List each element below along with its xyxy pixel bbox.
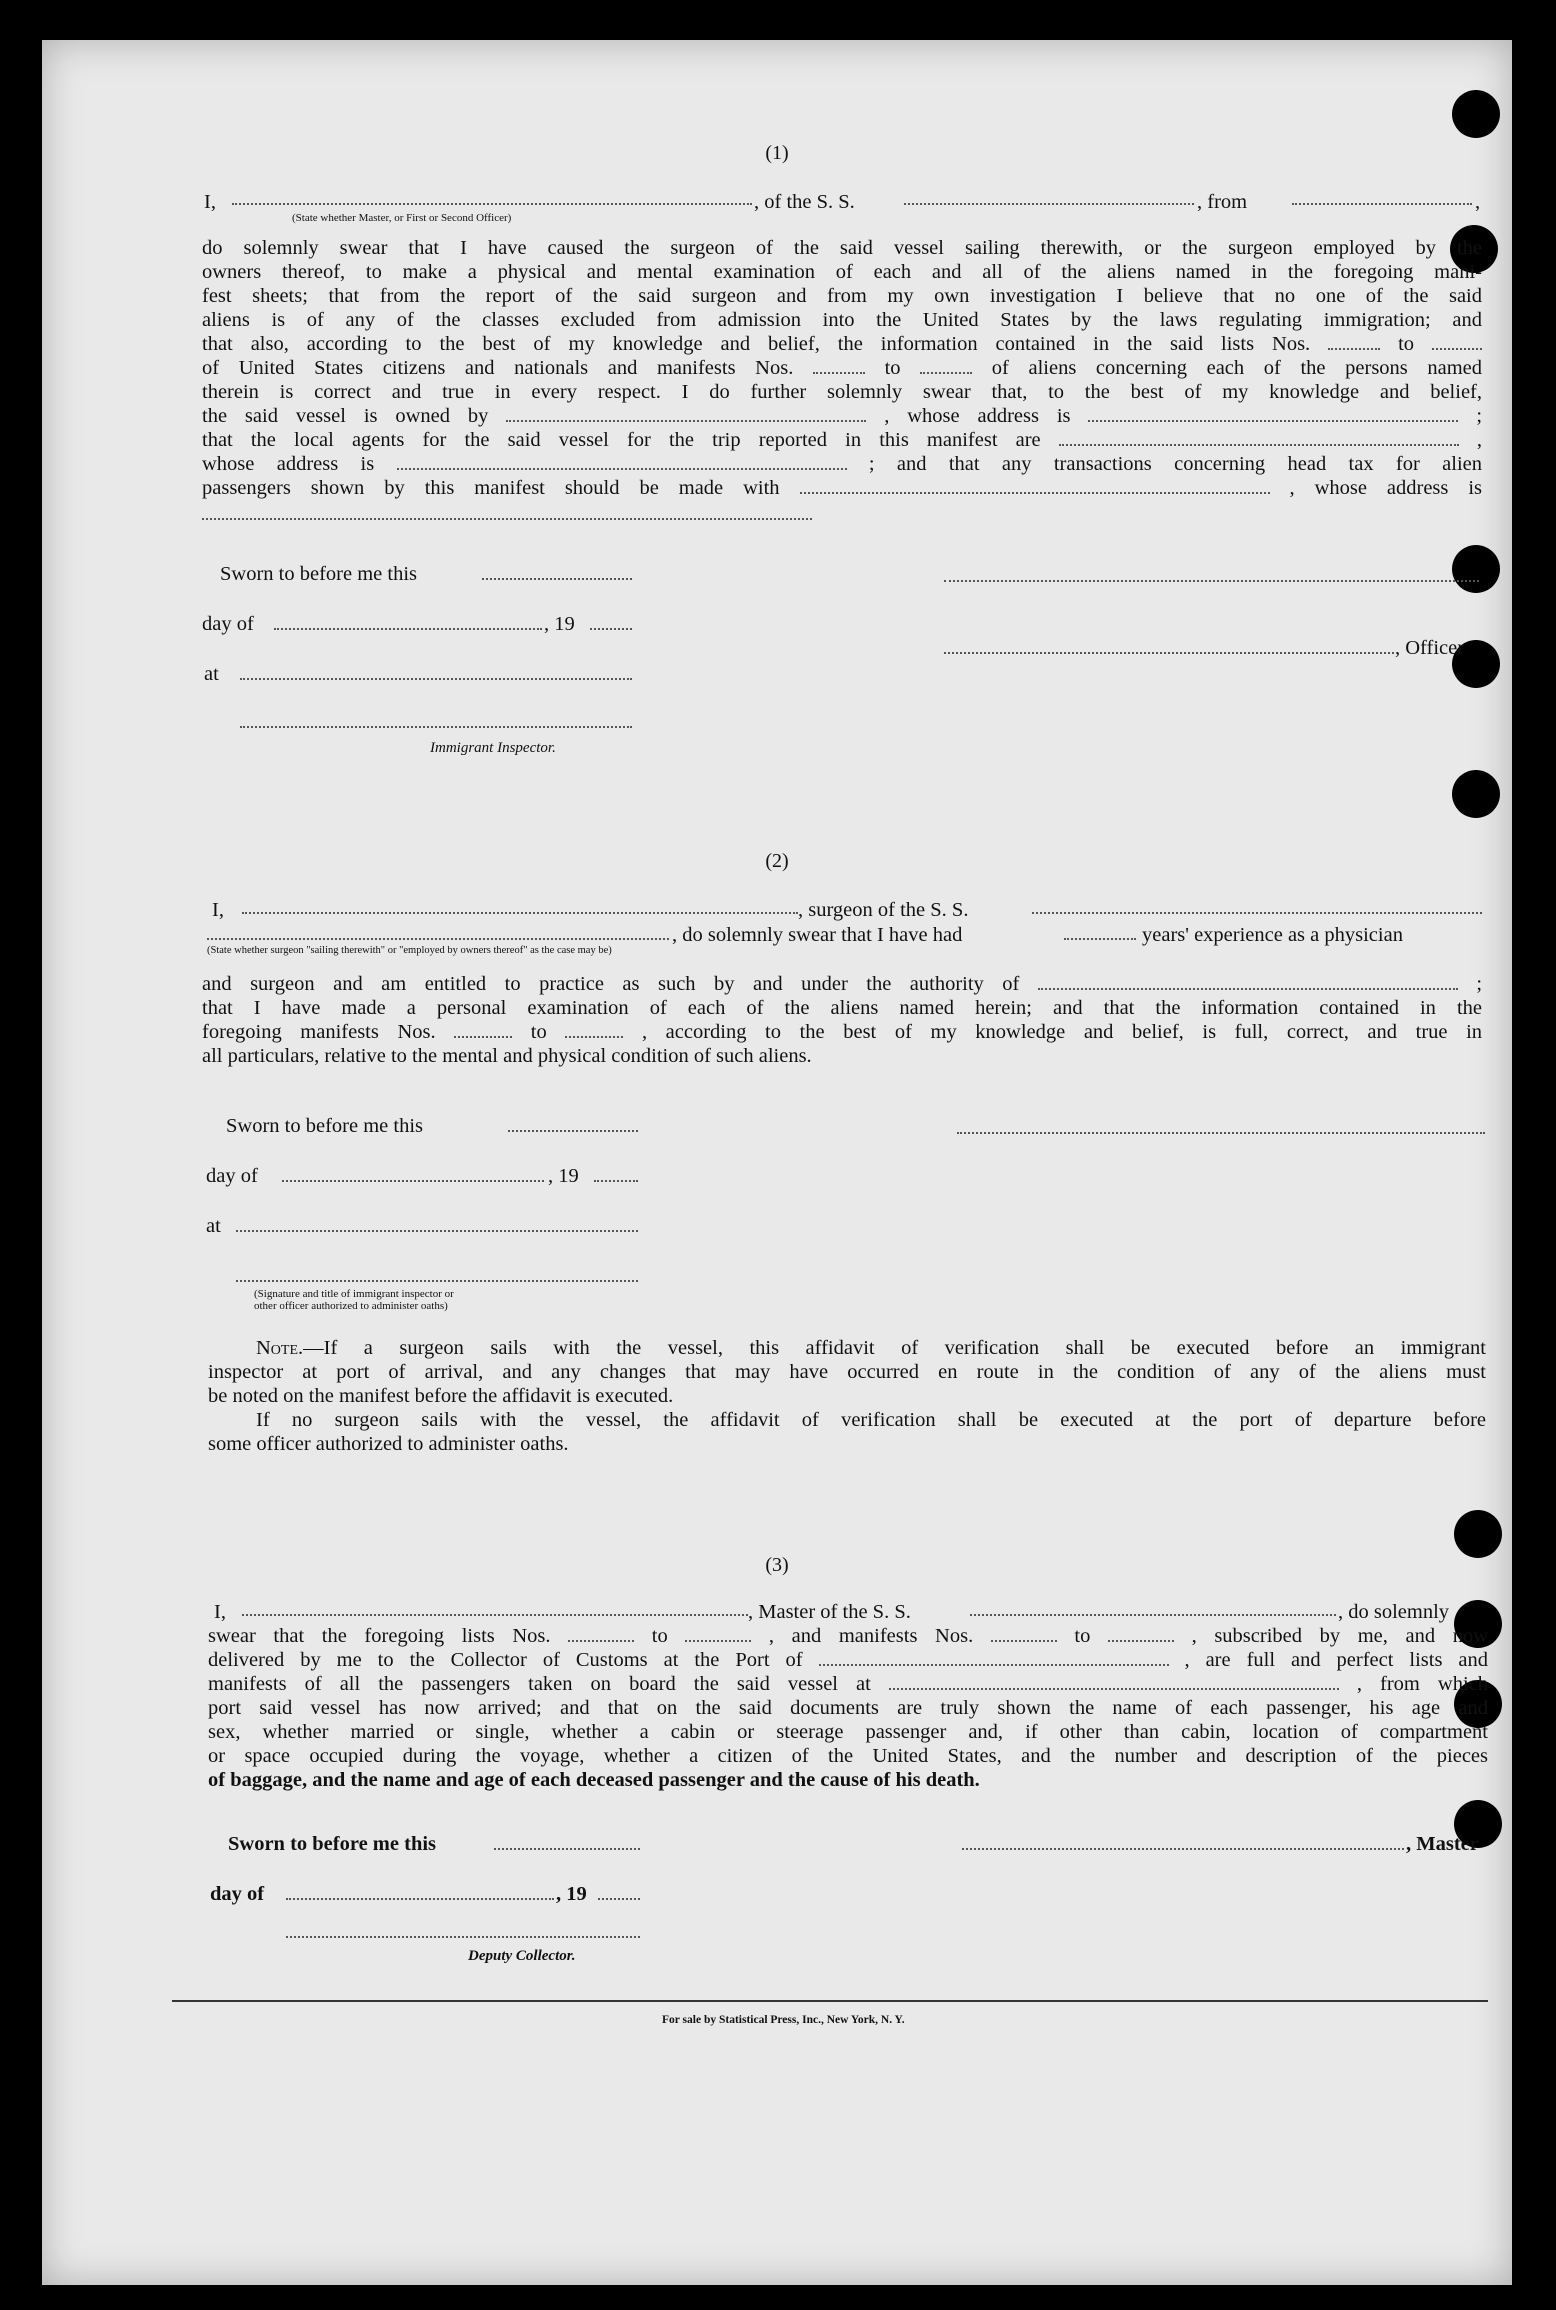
affidavit-text [208, 1672, 1488, 1696]
affidavit-text [202, 452, 1482, 476]
surgeon-signature-field[interactable] [957, 1132, 1485, 1134]
text: foregoing manifests Nos. [202, 1021, 436, 1043]
text: to [884, 357, 901, 379]
punch-hole [1452, 545, 1500, 593]
section-number: (1) [765, 142, 789, 164]
manifest-no-field[interactable] [1108, 1626, 1174, 1642]
text: that also, according to the best of my knowledge and belief, the information contained in the said lists Nos. [202, 333, 1311, 355]
day-of-label: day of [202, 613, 254, 635]
list-no-field[interactable] [568, 1626, 634, 1642]
text: , whose address is [1289, 477, 1483, 499]
month-field[interactable] [282, 1180, 544, 1182]
text: ; and that any transactions concerning head tax for alien [868, 453, 1482, 475]
text: , do solemnly swear that I have had [672, 924, 963, 946]
officer-label: , Officer [1395, 637, 1465, 659]
text: , whose address is [884, 405, 1071, 427]
text: that the local agents for the said vessel for the trip reported in this manifest are [202, 429, 1041, 451]
affidavit-line [1197, 190, 1247, 214]
affidavit-text: or space occupied during the voyage, whether a citizen of the United States, and the number and description of the pieces [208, 1745, 1488, 1767]
sworn-label: Sworn to before me this [220, 563, 417, 585]
signature-note: (Signature and title of immigrant inspector or [254, 1288, 454, 1300]
agents-address-field[interactable] [397, 454, 847, 470]
vessel-name-field[interactable] [970, 1614, 1336, 1616]
manifest-no-field[interactable] [991, 1626, 1057, 1642]
sworn-label: Sworn to before me this [226, 1115, 423, 1137]
note-text: some officer authorized to administer oaths. [208, 1433, 569, 1455]
affidavit-text: owners thereof, to make a physical and mental examination of each and all of the aliens named in the foregoing mani- [202, 261, 1482, 283]
footer-rule [172, 2000, 1488, 2002]
text: swear that the foregoing lists Nos. [208, 1625, 551, 1647]
note-text: inspector at port of arrival, and any changes that may have occurred en route in the condition of any of the aliens must [208, 1361, 1486, 1383]
officer-rank-field[interactable] [232, 203, 752, 205]
at-label: at [204, 663, 219, 685]
manifest-no-field[interactable] [565, 1022, 623, 1038]
affidavit-text: aliens is of any of the classes excluded from admission into the United States by the laws regulating immigration; and [202, 309, 1482, 331]
text: I, [204, 191, 216, 213]
section-number: (3) [765, 1554, 789, 1576]
affidavit-line [204, 190, 216, 214]
text: to [1398, 333, 1415, 355]
vessel-name-field[interactable] [1032, 912, 1482, 914]
collector-signature-field[interactable] [286, 1936, 640, 1938]
text: ; [1476, 973, 1483, 995]
surgeon-name-field[interactable] [242, 912, 798, 914]
local-agents-field[interactable] [1059, 430, 1459, 446]
vessel-name-field[interactable] [904, 203, 1194, 205]
text: and surgeon and am entitled to practice as such by and under the authority of [202, 973, 1020, 995]
affidavit-text [202, 476, 1482, 500]
list-no-field[interactable] [685, 1626, 751, 1642]
punch-hole [1454, 1510, 1502, 1558]
text: the said vessel is owned by [202, 405, 489, 427]
year-field[interactable] [590, 628, 632, 630]
sworn-date-field[interactable] [482, 578, 632, 580]
text: , are full and perfect lists and [1184, 1649, 1489, 1671]
year-field[interactable] [598, 1898, 640, 1900]
sworn-date-field[interactable] [494, 1848, 640, 1850]
note-text: be noted on the manifest before the affidavit is executed. [208, 1385, 674, 1407]
text: to [530, 1021, 547, 1043]
text: of United States citizens and nationals and manifests Nos. [202, 357, 794, 379]
text: delivered by me to the Collector of Customs at the Port of [208, 1649, 803, 1671]
administrator-signature-field[interactable] [236, 1280, 638, 1282]
note-text [208, 1408, 1486, 1432]
place-field[interactable] [240, 678, 632, 680]
affidavit-text [202, 356, 1482, 380]
affidavit-text: that I have made a personal examination of each of the aliens named herein; and that the information contained in the [202, 997, 1482, 1019]
head-tax-contact-field[interactable] [800, 478, 1270, 494]
text: I, [212, 899, 224, 921]
sworn-label: Sworn to before me this [228, 1833, 437, 1855]
inspector-signature-field[interactable] [240, 726, 632, 728]
note-text [208, 1336, 1486, 1360]
manifest-no-field[interactable] [813, 358, 865, 374]
punch-hole [1452, 90, 1500, 138]
section-number: (2) [765, 850, 789, 872]
affidavit-text: sex, whether married or single, whether a cabin or steerage passenger and, if other than cabin, location of compartment [208, 1721, 1488, 1743]
text: , [1475, 191, 1481, 213]
signature-note: other officer authorized to administer oaths) [254, 1300, 448, 1312]
text: I, [214, 1601, 226, 1623]
field-note: (State whether surgeon "sailing therewith" or "employed by owners thereof" as the case may be) [207, 945, 612, 956]
affidavit-text [202, 972, 1482, 996]
affidavit-text [208, 1648, 1488, 1672]
place-field[interactable] [236, 1230, 638, 1232]
printer-imprint: For sale by Statistical Press, Inc., New York, N. Y. [662, 2014, 905, 2026]
text: , do solemnly [1338, 1601, 1450, 1623]
affidavit-line [754, 190, 855, 214]
text: to [651, 1625, 668, 1647]
affidavit-text [202, 1020, 1482, 1044]
inspector-title: Immigrant Inspector. [430, 740, 556, 756]
text: years' experience as a physician [1142, 924, 1403, 946]
years-experience-field[interactable] [1064, 938, 1136, 940]
officer-title-field[interactable] [944, 652, 1394, 654]
affidavit-text: of baggage, and the name and age of each deceased passenger and the cause of his death. [208, 1769, 980, 1791]
affidavit-text [208, 1624, 1488, 1648]
affidavit-text [202, 404, 1482, 428]
text: , according to the best of my knowledge and belief, is full, correct, and true in [641, 1021, 1483, 1043]
text: of aliens concerning each of the persons named [991, 357, 1483, 379]
month-field[interactable] [274, 628, 542, 630]
text: If no surgeon sails with the vessel, the affidavit of verification shall be executed at the port of departure before [256, 1409, 1486, 1431]
list-no-field[interactable] [1328, 334, 1380, 350]
affidavit-text [202, 332, 1482, 356]
affidavit-text: port said vessel has now arrived; and that on the said documents are truly shown the name of each passenger, his age and [208, 1697, 1488, 1719]
departure-port-field[interactable] [889, 1674, 1339, 1690]
text: —If a surgeon sails with the vessel, this affidavit of verification shall be executed before an immigrant [303, 1337, 1486, 1359]
text: , [1476, 429, 1483, 451]
officer-signature-field[interactable] [944, 580, 1479, 582]
list-no-field[interactable] [1432, 334, 1482, 350]
manifest-no-field[interactable] [920, 358, 972, 374]
text: passengers shown by this manifest should be made with [202, 477, 780, 499]
note-heading: Note. [256, 1337, 304, 1359]
text: manifests of all the passengers taken on board the said vessel at [208, 1673, 871, 1695]
affidavit-text: all particulars, relative to the mental and physical condition of such aliens. [202, 1045, 812, 1067]
field-note: (State whether Master, or First or Second Officer) [292, 212, 512, 224]
text: , from which [1356, 1673, 1489, 1695]
text: to [1074, 1625, 1091, 1647]
owner-field[interactable] [506, 406, 866, 422]
affidavit-text: therein is correct and true in every respect. I do further solemnly swear that, to the best of my knowledge and belief, [202, 381, 1482, 403]
sworn-date-field[interactable] [508, 1130, 638, 1132]
year-field[interactable] [594, 1180, 638, 1182]
arrival-port-field[interactable] [819, 1650, 1169, 1666]
master-name-field[interactable] [242, 1614, 748, 1616]
text: , and manifests Nos. [768, 1625, 974, 1647]
punch-hole [1452, 770, 1500, 818]
day-of-label: day of [206, 1165, 258, 1187]
at-label: at [206, 1215, 221, 1237]
text: , of the S. S. [754, 191, 855, 213]
text: ; [1476, 405, 1483, 427]
text: , surgeon of the S. S. [798, 899, 969, 921]
affidavit-text: do solemnly swear that I have caused the surgeon of the said vessel sailing therewith, or the surgeon employed by the [202, 237, 1482, 259]
year-label: , 19 [556, 1883, 587, 1905]
head-tax-address-field[interactable] [202, 518, 812, 520]
master-label: , Master [1406, 1833, 1479, 1855]
text: , from [1197, 191, 1248, 213]
month-field[interactable] [286, 1898, 554, 1900]
owner-address-field[interactable] [1088, 406, 1458, 422]
text: whose address is [202, 453, 375, 475]
affidavit-text [202, 428, 1482, 452]
licensing-authority-field[interactable] [1038, 974, 1458, 990]
surgeon-status-field[interactable] [207, 938, 669, 940]
day-of-label: day of [210, 1883, 265, 1905]
text: , Master of the S. S. [748, 1601, 911, 1623]
text: , subscribed by me, and now [1191, 1625, 1489, 1647]
master-signature-field[interactable] [962, 1848, 1404, 1850]
year-label: , 19 [544, 613, 575, 635]
manifest-affidavit-page [42, 40, 1512, 2285]
manifest-no-field[interactable] [454, 1022, 512, 1038]
year-label: , 19 [548, 1165, 579, 1187]
origin-port-field[interactable] [1292, 203, 1472, 205]
collector-title: Deputy Collector. [468, 1948, 576, 1964]
affidavit-text: fest sheets; that from the report of the said surgeon and from my own investigation I believe that no one of the said [202, 285, 1482, 307]
